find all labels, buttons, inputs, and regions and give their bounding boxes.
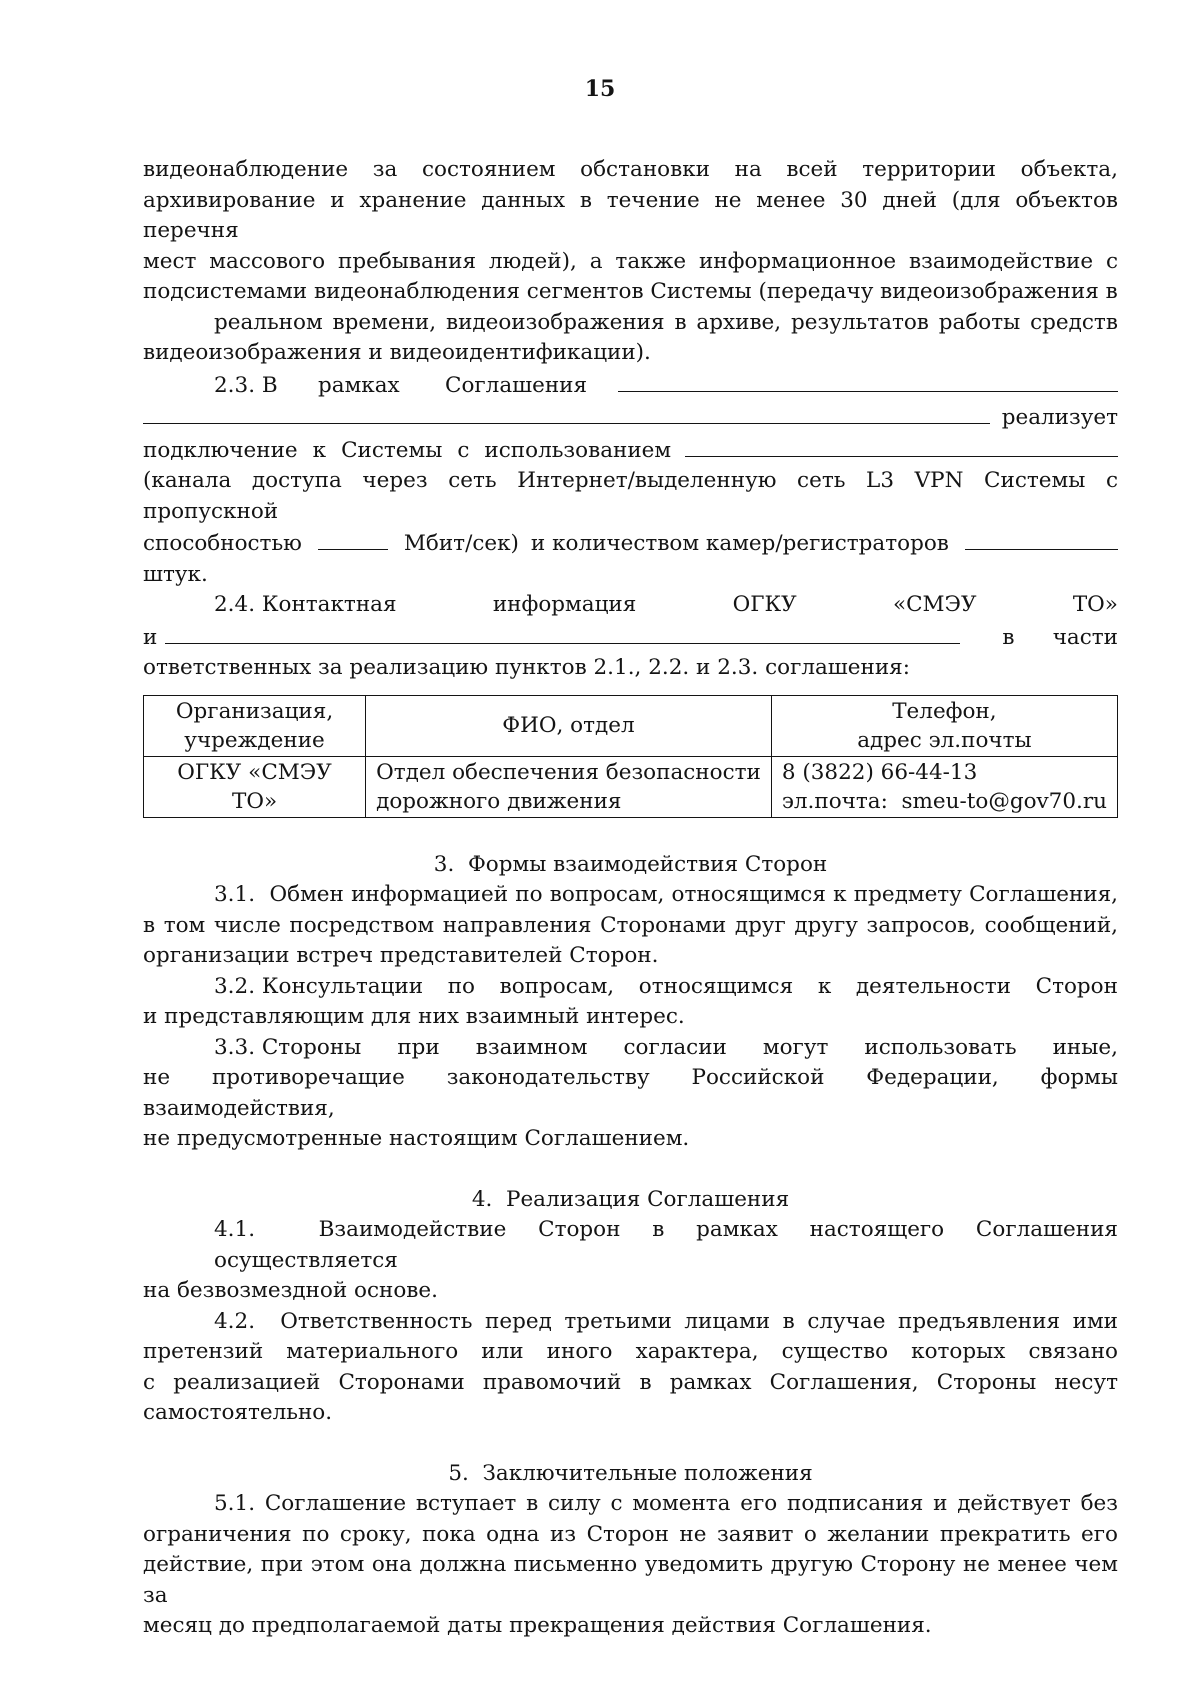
section-4-title: 4. Реализация Соглашения [471, 1186, 790, 1212]
text-line: в том числе посредством направления Сторонами друг другу запросов, сообщений, [143, 912, 1118, 938]
blank-field[interactable] [165, 621, 960, 644]
cell-organization: ОГКУ «СМЭУ ТО» [144, 756, 366, 817]
cell-contacts [771, 756, 1117, 817]
text-line: видеонаблюдение за состоянием обстановки на всей территории объекта, [143, 157, 1118, 182]
text-line: (канала доступа через сеть Интернет/выделенную сеть L3 VPN Системы с пропускной [143, 468, 1118, 524]
text-line: 3.3. Стороны при взаимном согласии могут использовать иные, [214, 1034, 1118, 1060]
section-5-title: 5. Заключительные положения [448, 1460, 813, 1486]
text-line: 4.1. Взаимодействие Сторон в рамках настоящего Соглашения осуществляется [214, 1217, 1125, 1273]
contacts-table [143, 695, 1118, 818]
text-line: не предусмотренные настоящим Соглашением. [143, 1126, 690, 1151]
text-line: 4.2. Ответственность перед третьими лицами в случае предъявления ими [214, 1308, 1118, 1334]
text-line: с реализацией Сторонами правомочий в рамках Соглашения, Стороны несут [143, 1369, 1118, 1395]
page-number: 15 [584, 76, 616, 102]
text-line: архивирование и хранение данных в течение не менее 30 дней (для объектов перечня [143, 187, 1118, 243]
email-address[interactable]: эл.почта: smeu-to@gov70.ru [781, 788, 1107, 814]
text-line: ограничения по сроку, пока одна из Сторон не заявит о желании прекратить его [143, 1521, 1118, 1547]
blank-field[interactable] [685, 434, 1118, 457]
blank-field[interactable] [143, 401, 990, 424]
text-line: месяц до предполагаемой даты прекращения действия Соглашения. [143, 1613, 932, 1638]
text-line: ответственных за реализацию пунктов 2.1., 2.2. и 2.3. соглашения: [143, 655, 910, 680]
clause-2-3-line: 2.3. В рамках Соглашения [143, 369, 1118, 402]
blank-field[interactable] [965, 527, 1118, 550]
text-line: и в части [143, 621, 1118, 654]
cell-department: Отдел обеспечения безопасности дорожного движения [366, 756, 772, 817]
clause-2-4-line: 2.4. Контактная информация ОГКУ «СМЭУ ТО» [214, 592, 1118, 617]
text-line: подсистемами видеонаблюдения сегментов Системы (передачу видеоизображения в [143, 279, 1118, 304]
blank-field[interactable] [318, 527, 388, 550]
blank-field[interactable] [618, 369, 1118, 392]
text-line: мест массового пребывания людей), а также информационное взаимодействие с [143, 248, 1118, 274]
text-line: подключение к Системы с использованием [143, 434, 1118, 467]
text-line: штук. [143, 561, 208, 587]
table-header-row [144, 695, 1118, 756]
text-line: способностью Мбит/сек) и количеством камер/регистраторов [143, 527, 1118, 560]
text-line: 5.1. Соглашение вступает в силу с момента его подписания и действует без [214, 1491, 1118, 1516]
table-row [144, 756, 1118, 817]
text-line: видеоизображения и видеоидентификации). [143, 340, 651, 365]
header-organization: Организация, учреждение [144, 695, 366, 756]
text-line: на безвозмездной основе. [143, 1278, 438, 1303]
document-body [143, 155, 1125, 1642]
header-fio: ФИО, отдел [366, 695, 772, 756]
text-line: и представляющим для них взаимный интерес. [143, 1004, 685, 1029]
text-line: действие, при этом она должна письменно уведомить другую Сторону не менее чем за [143, 1552, 1118, 1608]
text-line: реализует [143, 401, 1118, 434]
text-line: самостоятельно. [143, 1400, 333, 1425]
text-line: претензий материального или иного характера, существо которых связано [143, 1339, 1118, 1364]
text-line: 3.2. Консультации по вопросам, относящимся к деятельности Сторон [214, 973, 1118, 999]
section-3-title: 3. Формы взаимодействия Сторон [433, 851, 828, 877]
text-line: организации встреч представителей Сторон. [143, 943, 659, 968]
text-line: 3.1. Обмен информацией по вопросам, относящимся к предмету Соглашения, [214, 882, 1118, 907]
text-line: реальном времени, видеоизображения в архиве, результатов работы средств [214, 309, 1118, 335]
text-line: не противоречащие законодательству Российской Федерации, формы взаимодействия, [143, 1065, 1118, 1121]
header-phone: Телефон, адрес эл.почты [771, 695, 1117, 756]
phone-number: 8 (3822) 66-44-13 [781, 759, 978, 785]
